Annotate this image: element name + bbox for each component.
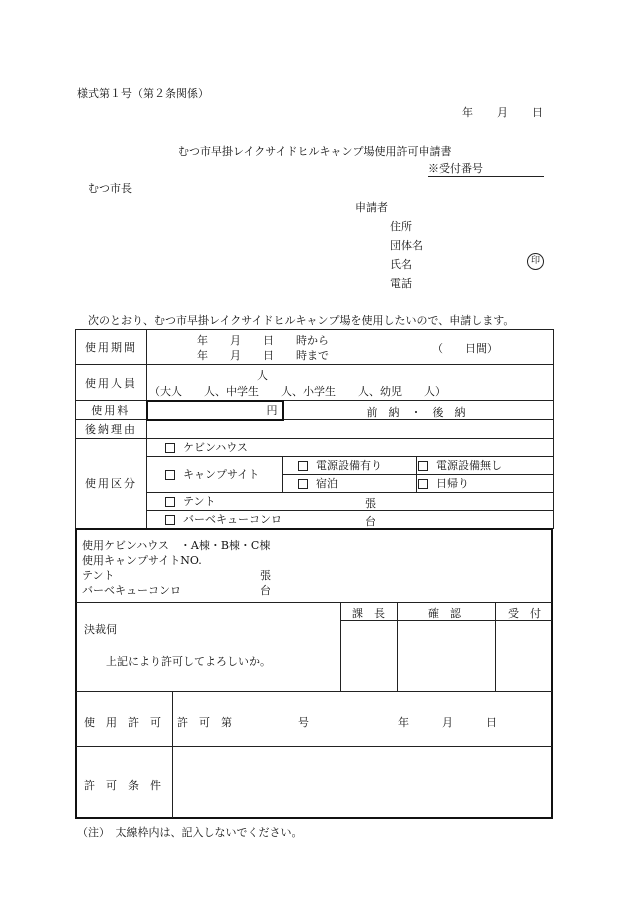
cabin-checkbox[interactable] [165, 443, 175, 453]
intro-text: 次のとおり、むつ市早掛レイクサイドヒルキャンプ場を使用したいので、申請します。 [88, 314, 515, 327]
applicant-name[interactable]: 氏名 [390, 258, 412, 271]
footnote: （注） 太線枠内は、記入しないでください。 [77, 826, 303, 839]
category-tent[interactable]: テント 張 [147, 492, 554, 510]
power-no-cell[interactable]: 電源設備無し [417, 456, 554, 474]
category-row-campsite [76, 456, 554, 474]
category-label: 使用区分 [76, 438, 147, 528]
form-number: 様式第１号（第２条関係） [77, 87, 209, 100]
category-row-cabin [76, 438, 554, 456]
seal-mark: 印 [527, 253, 544, 270]
period-cell[interactable] [147, 330, 554, 365]
applicant-address[interactable]: 住所 [390, 220, 412, 233]
office-tent: テント [82, 569, 115, 582]
applicant-phone[interactable]: 電話 [390, 277, 412, 290]
permit-label: 使 用 許 可 [84, 716, 161, 729]
later-reason-label: 後納理由 [76, 420, 147, 439]
divider-conditions-top [76, 746, 552, 747]
bbq-unit: 台 [365, 514, 376, 528]
applicant-group[interactable]: 団体名 [390, 239, 423, 252]
approval-receipt-label: 受 付 [508, 607, 541, 620]
overnight-cell[interactable]: 宿泊 [283, 474, 417, 492]
conditions-label: 許 可 条 件 [84, 779, 161, 792]
approval-confirm-label: 確 認 [428, 607, 461, 620]
category-row-bbq [76, 510, 554, 528]
office-campsite-line: 使用キャンプサイトNO. [82, 554, 202, 567]
people-unit: 人 [257, 369, 268, 382]
applicant-label: 申請者 [355, 201, 388, 214]
category-campsite[interactable]: キャンプサイト [147, 456, 283, 492]
divider-v3 [495, 602, 496, 691]
people-label: 使用人員 [76, 365, 147, 401]
later-reason-cell[interactable] [147, 420, 554, 439]
divider-permit-top [76, 691, 552, 692]
period-days: （ 日間） [432, 342, 498, 355]
bbq-checkbox[interactable] [165, 515, 175, 525]
application-table [75, 329, 554, 529]
office-cabin-line: 使用ケビンハウス ・A棟・B棟・C棟 [82, 539, 271, 552]
fee-label: 使用料 [76, 401, 147, 420]
day-trip-checkbox[interactable] [418, 479, 428, 489]
divider-permit-v [172, 691, 173, 818]
divider-v2 [397, 602, 398, 691]
people-cell[interactable] [147, 365, 554, 401]
people-row [76, 365, 554, 401]
office-use-frame [75, 528, 553, 819]
office-bbq: バーベキューコンロ [82, 584, 181, 597]
period-label: 使用期間 [76, 330, 147, 365]
addressee: むつ市長 [88, 182, 132, 195]
tent-checkbox[interactable] [165, 497, 175, 507]
day-trip-cell[interactable]: 日帰り [417, 474, 554, 492]
tent-unit: 張 [365, 496, 376, 510]
fee-row [76, 401, 554, 420]
category-row-tent [76, 492, 554, 510]
category-cabin[interactable]: ケビンハウス [147, 438, 554, 456]
divider-approval-top [76, 602, 552, 603]
power-yes-cell[interactable]: 電源設備有り [283, 456, 417, 474]
date-month: 月 [497, 106, 508, 119]
campsite-checkbox[interactable] [165, 470, 175, 480]
fee-unit: 円 [266, 404, 278, 417]
permit-number[interactable]: 許 可 第 号 [177, 716, 309, 729]
office-bbq-unit: 台 [260, 584, 271, 597]
fee-options: 前 納 ・ 後 納 [366, 406, 466, 419]
period-line1: 年 月 日 時から [197, 334, 329, 347]
power-yes-checkbox[interactable] [298, 461, 308, 471]
category-bbq[interactable]: バーベキューコンロ 台 [147, 510, 554, 528]
people-breakdown: （大人 人、中学生 人、小学生 人、幼児 人） [149, 385, 446, 398]
approval-chief-label: 課 長 [352, 607, 385, 620]
form-title: むつ市早掛レイクサイドヒルキャンプ場使用許可申請書 [178, 145, 452, 158]
fee-amount-cell[interactable] [147, 401, 283, 420]
office-tent-unit: 張 [260, 569, 271, 582]
overnight-checkbox[interactable] [298, 479, 308, 489]
approve-question: 上記により許可してよろしいか。 [106, 655, 271, 668]
divider-v1 [340, 602, 341, 691]
date-year: 年 [462, 106, 473, 119]
period-row [76, 330, 554, 365]
date-day: 日 [532, 106, 543, 119]
decision-label: 決裁伺 [84, 623, 117, 636]
power-no-checkbox[interactable] [418, 461, 428, 471]
later-reason-row [76, 420, 554, 439]
fee-payment-cell[interactable] [283, 401, 554, 420]
permit-date[interactable]: 年 月 日 [398, 716, 497, 729]
reception-number: ※受付番号 [428, 160, 544, 177]
period-line2: 年 月 日 時まで [197, 349, 329, 362]
